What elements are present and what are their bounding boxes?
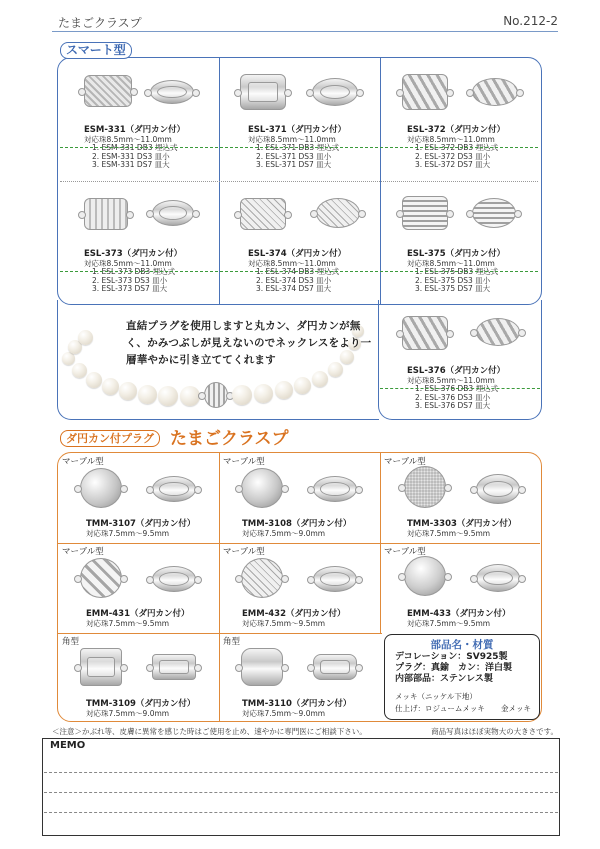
page-title: たまごクラスプ — [58, 16, 142, 30]
photo-note: 商品写真はほぼ実物大の大きさです。 — [431, 727, 558, 736]
product-name: TMM-3108（ダ円カン付） — [242, 519, 352, 529]
type-label: マーブル型 — [384, 457, 426, 467]
finish-label: 仕上げ：ロジュームメッキ — [395, 704, 485, 713]
product-name: EMM-433（ダ円カン付） — [407, 609, 511, 619]
type-label: マーブル型 — [223, 457, 265, 467]
highlight-line — [60, 271, 538, 272]
variant: 3. ESL-373 DS7 皿大 — [92, 284, 168, 293]
variant: 2. ESL-372 DS3 皿小 — [415, 151, 491, 161]
product-name: EMM-432（ダ円カン付） — [242, 609, 346, 619]
variant: 3. ESL-372 DS7 皿大 — [415, 160, 491, 169]
product-name: TMM-3303（ダ円カン付） — [407, 519, 517, 529]
plating-label: メッキ（ニッケル下地） — [395, 692, 477, 701]
variant: 2. ESL-374 DS3 皿小 — [256, 275, 332, 285]
tamago-title: たまごクラスプ — [170, 429, 289, 449]
product-name: ESL-371（ダ円カン付） — [248, 125, 347, 135]
product-emm-431 — [86, 610, 190, 628]
tamago-tag: ダ円カン付プラグ — [60, 430, 160, 447]
type-label: マーブル型 — [223, 547, 265, 557]
memo-line — [44, 792, 558, 793]
row-divider — [60, 181, 538, 182]
material-line: 内部部品：ステンレス製 — [395, 674, 493, 684]
product-spec: 対応珠7.5mm～9.0mm — [242, 708, 326, 718]
product-spec: 対応珠8.5mm～11.0mm — [248, 258, 336, 268]
memo-box[interactable] — [42, 738, 560, 836]
smart-section-label: スマート型 — [60, 42, 132, 59]
material-line: プラグ：真鍮 カン：洋白製 — [395, 663, 513, 673]
highlight-line — [380, 388, 540, 389]
variant: 1. ESL-376 DB3 埋込式 — [415, 384, 499, 393]
product-spec: 対応珠8.5mm～11.0mm — [407, 258, 495, 268]
product-tmm-3108 — [242, 520, 351, 538]
variant: 3. ESM-331 DS7 皿大 — [92, 160, 170, 169]
product-name: ESL-375（ダ円カン付） — [407, 249, 506, 259]
product-tmm-3107 — [86, 520, 195, 538]
product-spec: 対応珠8.5mm～11.0mm — [84, 258, 172, 268]
product-tmm-3110 — [242, 700, 351, 718]
variant: 3. ESL-375 DS7 皿大 — [415, 284, 491, 293]
material-title: 部品名・材質 — [430, 639, 494, 651]
type-label: 角型 — [223, 637, 241, 647]
variant: 1. ESL-375 DB3 埋込式 — [415, 267, 499, 276]
product-name: EMM-431（ダ円カン付） — [86, 609, 190, 619]
product-name: ESL-374（ダ円カン付） — [248, 249, 347, 259]
memo-line — [44, 812, 558, 813]
page-number: No.212-2 — [503, 14, 558, 28]
variant: 1. ESM-331 DB3 埋込式 — [92, 143, 178, 152]
product-name: TMM-3107（ダ円カン付） — [86, 519, 196, 529]
memo-label: MEMO — [50, 740, 86, 751]
variant: 3. ESL-371 DS7 皿大 — [256, 160, 332, 169]
row-divider — [58, 543, 540, 544]
gold-label: 金メッキ — [501, 704, 531, 713]
variant: 2. ESM-331 DS3 皿小 — [92, 151, 170, 161]
memo-line — [44, 772, 558, 773]
variant: 3. ESL-376 DS7 皿大 — [415, 401, 491, 410]
product-spec: 対応珠8.5mm～11.0mm — [84, 134, 172, 144]
product-emm-433 — [407, 610, 511, 628]
highlight-line — [60, 147, 538, 148]
type-label: 角型 — [62, 637, 80, 647]
variant: 1. ESL-373 DB3 埋込式 — [92, 267, 176, 276]
product-name: TMM-3109（ダ円カン付） — [86, 699, 196, 709]
variant: 1. ESL-371 DB3 埋込式 — [256, 143, 340, 152]
product-name: ESL-373（ダ円カン付） — [84, 249, 183, 259]
type-label: マーブル型 — [62, 547, 104, 557]
row-divider — [58, 633, 382, 634]
product-emm-432 — [242, 610, 346, 628]
product-spec: 対応珠8.5mm～11.0mm — [407, 134, 495, 144]
product-name: ESM-331（ダ円カン付） — [84, 125, 186, 135]
header-divider — [52, 31, 558, 32]
product-name: ESL-372（ダ円カン付） — [407, 125, 506, 135]
variant: 1. ESL-372 DB3 埋込式 — [415, 143, 499, 152]
product-tmm-3109 — [86, 700, 195, 718]
material-info-box — [384, 634, 540, 720]
pearl-description: 直結プラグを使用しますと丸カン、ダ円カンが無く、かみつぶしが見えないのでネックレスをより一層華やかに引き立ててくれます — [126, 320, 372, 366]
material-line: デコレーション：SV925製 — [395, 652, 508, 662]
product-spec: 対応珠7.5mm～9.0mm — [242, 528, 326, 538]
variant: 2. ESL-376 DS3 皿小 — [415, 392, 491, 402]
type-label: マーブル型 — [384, 547, 426, 557]
product-spec: 対応珠7.5mm～9.5mm — [86, 618, 170, 628]
variant: 1. ESL-374 DB3 埋込式 — [256, 267, 340, 276]
product-spec: 対応珠7.5mm～9.5mm — [407, 528, 491, 538]
variant: 2. ESL-371 DS3 皿小 — [256, 151, 332, 161]
product-spec: 対応珠8.5mm～11.0mm — [407, 375, 495, 385]
variant: 2. ESL-373 DS3 皿小 — [92, 275, 168, 285]
product-name: ESL-376（ダ円カン付） — [407, 366, 506, 376]
caution-note: ＜注意＞かぶれ等、皮膚に異常を感じた時はご使用を止め、速やかに専門医にご相談下さい。 — [52, 727, 367, 736]
product-spec: 対応珠7.5mm～9.5mm — [407, 618, 491, 628]
product-spec: 対応珠7.5mm～9.5mm — [86, 528, 170, 538]
product-spec: 対応珠7.5mm～9.5mm — [242, 618, 326, 628]
variant: 2. ESL-375 DS3 皿小 — [415, 275, 491, 285]
product-spec: 対応珠8.5mm～11.0mm — [248, 134, 336, 144]
column-divider — [219, 453, 220, 721]
product-name: TMM-3110（ダ円カン付） — [242, 699, 352, 709]
product-spec: 対応珠7.5mm～9.0mm — [86, 708, 170, 718]
type-label: マーブル型 — [62, 457, 104, 467]
product-tmm-3303 — [407, 520, 516, 538]
variant: 3. ESL-374 DS7 皿大 — [256, 284, 332, 293]
